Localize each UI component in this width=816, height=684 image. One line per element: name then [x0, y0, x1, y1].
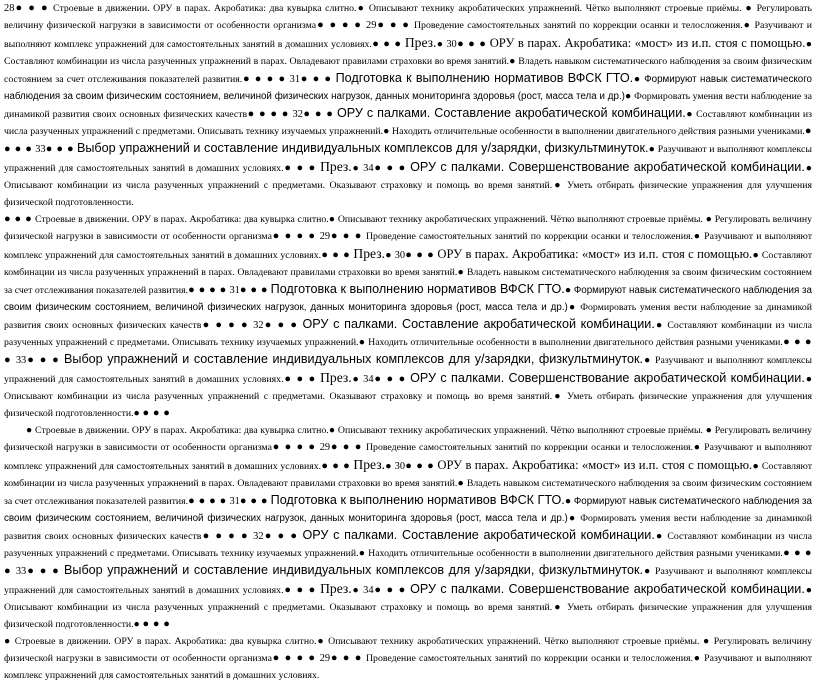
text-segment: ОРУ с палками. Составление акробатической комбинации. [336, 106, 686, 120]
text-segment: Формируют навык систематического наблюдения за своим физическим состоянием, величиной физических нагрузок, данных мониторинга здоровья (рост, масса тела и др.) [4, 285, 812, 313]
text-segment: Разучивают и выполняют комплекс упражнений для самостоятельных занятий в домашних условиях. [4, 653, 812, 681]
presentation-label: През. [404, 35, 437, 50]
bullet-icon: ● [4, 636, 12, 647]
text-segment: Владеть навыком систематического наблюдения за своим физическим состоянием за счет отслеживания показателей развития. [4, 478, 812, 507]
text-segment: Описывают технику акробатических упражнений. Чётко выполняют строевые приёмы. [337, 425, 703, 436]
paragraph-block-1 [4, 0, 812, 211]
text-segment: Находить отличительные особенности в выполнении двигательного действия разными учениками. [368, 337, 783, 348]
bullet-icon: ● ● ● [26, 354, 61, 366]
bullet-icon: ● [552, 602, 563, 613]
bullet-icon: ● [567, 302, 577, 313]
bullet-icon: ● [654, 320, 664, 331]
bullet-icon: ● [685, 109, 694, 120]
text-segment: Формируют навык систематического наблюдения за своим физическим состоянием, величиной физических нагрузок, данных мониторинга здоровья (рост, масса тела и др.) [4, 496, 812, 524]
bullet-icon: ● ● ● [239, 495, 269, 507]
text-segment: ОРУ с палками. Составление акробатической комбинации. [302, 317, 655, 331]
text-segment: Проведение самостоятельных занятий по коррекции осанки и телосложения. [365, 442, 693, 453]
bullet-icon: ● ● ● [4, 213, 33, 225]
text-segment: Проведение самостоятельных занятий по коррекции осанки и телосложения. [365, 653, 693, 664]
bullet-icon: ● [654, 531, 664, 542]
bullet-icon: ● [457, 267, 465, 278]
text-segment: Владеть навыком систематического наблюдения за своим физическим состоянием за счет отслеживания показателей развития. [4, 56, 812, 85]
bullet-icon: ● ● ● [330, 441, 363, 453]
text-segment: Регулировать величину физической нагрузки в зависимости от особенности организма [4, 3, 812, 31]
lesson-number-34: 34 [363, 374, 374, 385]
text-segment: ОРУ с палками. Совершенствование акробатической комбинации. [410, 160, 805, 174]
bullet-icon: ● ● ● ● [271, 441, 317, 453]
bullet-icon: ● [358, 548, 366, 559]
text-segment: Подготовка к выполнению нормативов ВФСК ГТО. [270, 493, 565, 507]
bullet-icon: ● ● ● [300, 73, 333, 85]
presentation-label: През. [353, 246, 386, 261]
text-segment: Составляют комбинации из числа разученных упражнений с предметами. Описывать технику изучаемых упражнений. [4, 109, 812, 137]
bullet-icon: ● [742, 20, 751, 31]
bullet-icon: ● [383, 126, 390, 137]
bullet-icon: ● [457, 478, 465, 489]
bullet-icon: ● ● ● [330, 652, 363, 664]
bullet-icon: ● ● ● [283, 373, 317, 385]
bullet-icon: ● ● ● [26, 565, 61, 577]
text-segment: Формировать умения вести наблюдение за динамикой развития своих основных физических качеств [4, 91, 812, 120]
bullet-icon: ● [552, 180, 563, 191]
text-segment: Строевые в движении. ОРУ в парах. Акробатика: два кувырка слитно. [53, 3, 357, 14]
bullet-icon: ● [804, 585, 812, 596]
bullet-icon: ● ● ● [371, 38, 402, 50]
text-segment: Составляют комбинации из числа разученных упражнений в парах. Овладевают правилами страховки во время занятий. [4, 250, 812, 278]
presentation-label: През. [320, 159, 352, 174]
paragraph-block-4 [4, 633, 812, 684]
bullet-icon: ● [358, 337, 366, 348]
bullet-icon: ● [436, 39, 444, 50]
bullet-icon: ● ● ● [263, 319, 299, 331]
text-segment: ОРУ с палками. Совершенствование акробатической комбинации. [410, 371, 805, 385]
text-segment: Проведение самостоятельных занятий по коррекции осанки и телосложения. [365, 231, 693, 242]
bullet-icon: ● ● ● [239, 284, 269, 296]
text-segment: Разучивают и выполняют комплекс упражнений для самостоятельных занятий в домашних условиях. [4, 442, 812, 472]
bullet-icon: ● [133, 408, 140, 419]
bullet-icon: ● ● ● ● [247, 108, 290, 120]
text-segment: Подготовка к выполнению нормативов ВФСК ГТО. [270, 282, 565, 296]
lesson-number-30: 30 [446, 39, 457, 50]
text-segment: Составляют комбинации из числа разученных упражнений с предметами. Описывать технику изучаемых упражнений. [4, 320, 813, 348]
bullet-icon: ● [692, 231, 701, 242]
text-segment: Описывают комбинации из числа разученных упражнений с предметами. Оказывают страховку и помощь во время занятий. [4, 391, 553, 402]
lesson-number-32: 32 [253, 531, 264, 542]
bullet-icon: ● [26, 425, 33, 436]
text-segment: Описывают комбинации из числа разученных упражнений с предметами. Оказывают страховку и помощь во время занятий. [4, 180, 553, 191]
bullet-icon: ● [316, 636, 325, 647]
bullet-icon: ● [752, 250, 759, 261]
text-segment: Разучивают и выполняют комплексы упражнений для самостоятельных занятий в домашних условиях. [4, 144, 812, 174]
bullet-icon: ● ● ● [373, 373, 407, 385]
text-segment: Строевые в движении. ОРУ в парах. Акробатика: два кувырка слитно. [35, 425, 329, 436]
bullet-icon: ● ● ● [405, 249, 435, 261]
text-segment: Уметь отбирать физические упражнения для улучшения физической подготовленности. [4, 602, 812, 630]
lesson-number-28: 28 [4, 3, 15, 14]
presentation-label: През. [320, 581, 352, 596]
lesson-number-29: 29 [319, 231, 331, 242]
bullet-icon: ● ● ● [302, 108, 334, 120]
bullet-icon: ● [643, 566, 652, 577]
bullet-icon: ● ● ● [376, 19, 411, 31]
text-segment: Разучивают и выполняют комплекс упражнений для самостоятельных занятий в домашних условиях. [4, 20, 813, 50]
bullet-icon: ● ● ● ● [188, 284, 227, 296]
text-segment: Формируют навык систематического наблюдения за своим физическим состоянием, величиной физических нагрузок, данных мониторинга здоровья (рост, масса тела и др.) [4, 74, 813, 102]
bullet-icon: ● [567, 513, 577, 524]
text-segment: Выбор упражнений и составление индивидуальных комплексов для у/зарядки, физкультминуток. [64, 352, 643, 366]
text-segment: Составляют комбинации из числа разученных упражнений в парах. Овладевают правилами страховки во время занятий. [4, 56, 510, 67]
lesson-number-29: 29 [366, 20, 377, 31]
text-segment: Разучивают и выполняют комплексы упражнений для самостоятельных занятий в домашних условиях. [4, 355, 812, 385]
paragraph-block-2 [4, 211, 812, 422]
bullet-icon: ● ● ● [283, 584, 317, 596]
lesson-number-34: 34 [363, 585, 374, 596]
text-segment: Описывают комбинации из числа разученных упражнений с предметами. Оказывают страховку и помощь во время занятий. [4, 602, 553, 613]
text-segment: Уметь отбирать физические упражнения для улучшения физической подготовленности. [4, 391, 812, 419]
bullet-icon: ● ● ● [373, 584, 407, 596]
text-segment: Строевые в движении. ОРУ в парах. Акробатика: два кувырка слитно. [14, 636, 317, 647]
bullet-icon: ● [356, 3, 366, 14]
bullet-icon: ● ● ● [45, 143, 75, 155]
bullet-icon: ● ● ● [142, 618, 171, 630]
bullet-icon: ● ● ● [321, 460, 351, 472]
lesson-number-31: 31 [229, 285, 240, 296]
text-segment: Уметь отбирать физические упражнения для улучшения физической подготовленности. [4, 180, 812, 208]
bullet-icon: ● [351, 374, 360, 385]
text-segment: Описывают технику акробатических упражнений. Чётко выполняют строевые приёмы. [328, 636, 700, 647]
lesson-number-32: 32 [292, 109, 303, 120]
bullet-icon: ● [745, 3, 753, 14]
lesson-number-29: 29 [319, 442, 331, 453]
text-segment: Регулировать величину физической нагрузки в зависимости от особенности организма [4, 636, 812, 664]
bullet-icon: ● ● ● ● [316, 19, 363, 31]
text-segment: Описывают технику акробатических упражнений. Чётко выполняют строевые приёмы. [368, 3, 742, 14]
text-segment: Регулировать величину физической нагрузки в зависимости от особенности организма [4, 214, 813, 242]
text-segment: Регулировать величину физической нагрузки в зависимости от особенности организма [4, 425, 813, 453]
bullet-icon: ● ● ● [14, 2, 50, 14]
bullet-icon: ● [692, 442, 701, 453]
bullet-icon: ● ● ● ● [4, 547, 812, 577]
bullet-icon: ● [509, 56, 516, 67]
bullet-icon: ● [643, 355, 652, 366]
bullet-icon: ● [328, 214, 336, 225]
bullet-icon: ● ● ● [321, 249, 351, 261]
text-segment: Формировать умения вести наблюдение за динамикой развития своих основных физических качеств [4, 513, 812, 542]
bullet-icon: ● [385, 461, 392, 472]
text-segment: Проведение самостоятельных занятий по коррекции осанки и телосложения. [413, 20, 743, 31]
text-segment: Составляют комбинации из числа разученных упражнений в парах. Овладевают правилами страховки во время занятий. [4, 461, 812, 489]
bullet-icon: ● [648, 144, 656, 155]
bullet-icon: ● [133, 619, 140, 630]
text-segment: ОРУ с палками. Совершенствование акробатической комбинации. [410, 582, 805, 596]
text-segment: ОРУ в парах. Акробатика: «мост» из и.п. стоя с помощью. [437, 247, 753, 261]
bullet-icon: ● [552, 391, 563, 402]
bullet-icon: ● ● ● ● [4, 125, 812, 155]
bullet-icon: ● [805, 39, 812, 50]
bullet-icon: ● ● ● ● [201, 319, 250, 331]
lesson-number-30: 30 [394, 461, 406, 472]
bullet-icon: ● ● ● ● [4, 336, 812, 366]
lesson-number-33: 33 [15, 566, 27, 577]
text-segment: Составляют комбинации из числа разученных упражнений с предметами. Описывать технику изучаемых упражнений. [4, 531, 813, 559]
text-segment: Владеть навыком систематического наблюдения за своим физическим состоянием за счет отслеживания показателей развития. [4, 267, 812, 296]
lesson-number-30: 30 [394, 250, 406, 261]
bullet-icon: ● ● ● [142, 407, 171, 419]
bullet-icon: ● [564, 496, 572, 507]
lesson-number-31: 31 [289, 74, 301, 85]
text-segment: ОРУ с палками. Составление акробатической комбинации. [302, 528, 655, 542]
bullet-icon: ● [633, 74, 641, 85]
bullet-icon: ● ● ● ● [271, 230, 317, 242]
text-segment: Выбор упражнений и составление индивидуальных комплексов для у/зарядки, физкультминуток. [76, 141, 649, 155]
bullet-icon: ● [804, 163, 812, 174]
bullet-icon: ● ● ● ● [242, 73, 287, 85]
bullet-icon: ● [351, 585, 360, 596]
bullet-icon: ● ● ● [405, 460, 435, 472]
bullet-icon: ● [692, 653, 701, 664]
bullet-icon: ● ● ● [263, 530, 299, 542]
lesson-number-31: 31 [229, 496, 240, 507]
bullet-icon: ● ● ● [330, 230, 363, 242]
text-segment: Описывают технику акробатических упражнений. Чётко выполняют строевые приёмы. [337, 214, 703, 225]
bullet-icon: ● [705, 425, 713, 436]
lesson-number-34: 34 [363, 163, 374, 174]
text-segment: ОРУ в парах. Акробатика: «мост» из и.п. стоя с помощью. [437, 458, 753, 472]
bullet-icon: ● [705, 214, 713, 225]
presentation-label: През. [320, 370, 352, 385]
bullet-icon: ● ● ● [373, 162, 407, 174]
bullet-icon: ● [703, 636, 711, 647]
lesson-number-32: 32 [253, 320, 264, 331]
text-segment: ОРУ в парах. Акробатика: «мост» из и.п. стоя с помощью. [489, 36, 806, 50]
text-segment: Формировать умения вести наблюдение за динамикой развития своих основных физических качеств [4, 302, 812, 331]
text-segment: Выбор упражнений и составление индивидуальных комплексов для у/зарядки, физкультминуток. [64, 563, 643, 577]
text-segment: Находить отличительные особенности в выполнении двигательного действия разными учениками. [392, 126, 805, 137]
bullet-icon: ● ● ● ● [271, 652, 317, 664]
bullet-icon: ● [328, 425, 336, 436]
bullet-icon: ● ● ● ● [201, 530, 250, 542]
bullet-icon: ● [752, 461, 759, 472]
text-segment: Подготовка к выполнению нормативов ВФСК ГТО. [335, 71, 634, 85]
lesson-number-29: 29 [319, 653, 331, 664]
text-segment: Разучивают и выполняют комплексы упражнений для самостоятельных занятий в домашних условиях. [4, 566, 812, 596]
bullet-icon: ● ● ● [456, 38, 487, 50]
text-segment: Находить отличительные особенности в выполнении двигательного действия разными учениками. [368, 548, 783, 559]
paragraph-block-3 [4, 422, 812, 633]
bullet-icon: ● [351, 163, 360, 174]
bullet-icon: ● [385, 250, 392, 261]
lesson-number-33: 33 [35, 144, 46, 155]
presentation-label: През. [353, 457, 386, 472]
bullet-icon: ● [564, 285, 572, 296]
text-segment: Строевые в движении. ОРУ в парах. Акробатика: два кувырка слитно. [35, 214, 329, 225]
bullet-icon: ● [804, 374, 812, 385]
bullet-icon: ● ● ● [283, 162, 317, 174]
bullet-icon: ● ● ● ● [188, 495, 227, 507]
lesson-number-33: 33 [15, 355, 27, 366]
bullet-icon: ● [624, 91, 632, 102]
text-segment: Разучивают и выполняют комплекс упражнений для самостоятельных занятий в домашних условиях. [4, 231, 812, 261]
